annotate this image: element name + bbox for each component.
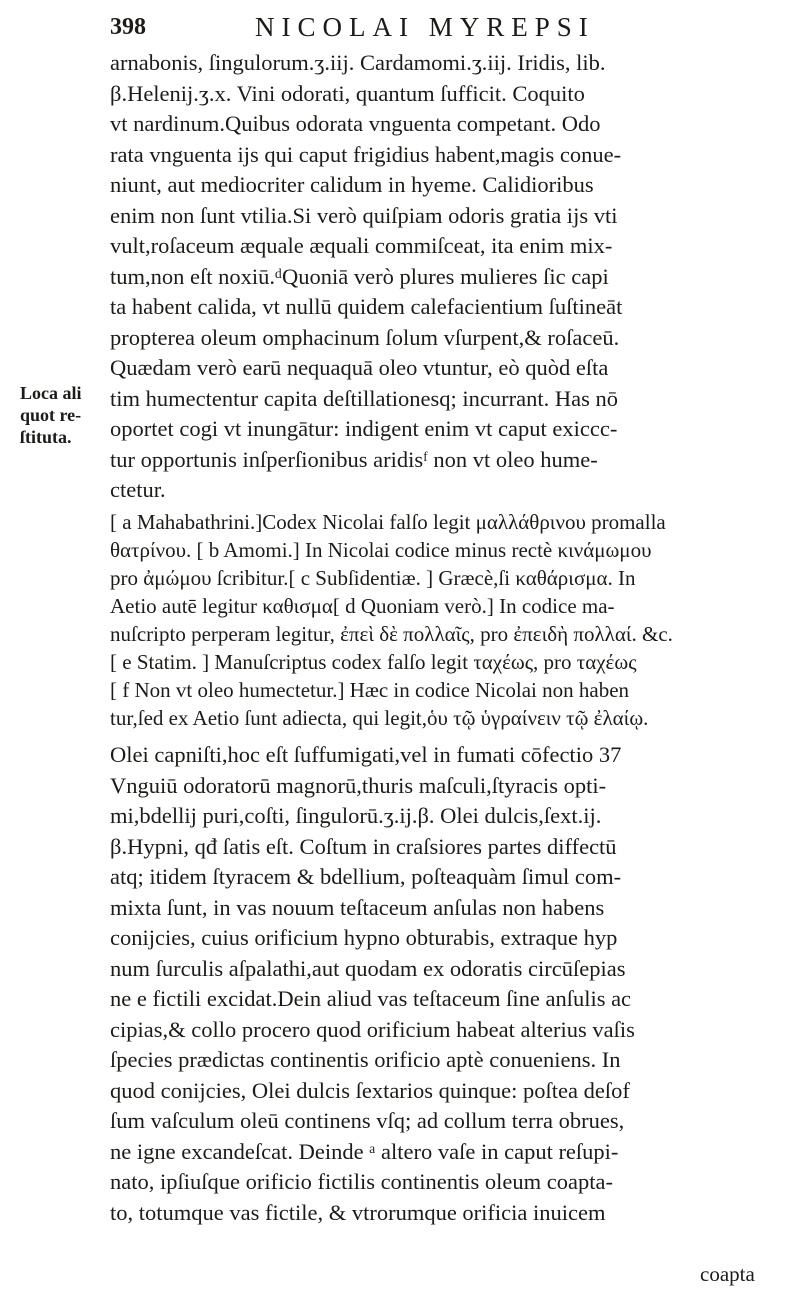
note-line: tur,ſed ex Aetio ſunt adiecta, qui legit,ὁυ τῷ ὑγραίνειν τῷ ἐλαίῳ. (110, 706, 649, 730)
text-line: β.Hypni, qđ ſatis eſt. Coſtum in craſsiores partes diffectū (110, 833, 617, 859)
text-line: quod conijcies, Olei dulcis ſextarios quinque: poſtea deſof (110, 1077, 630, 1103)
page-header (110, 8, 780, 46)
text-line: niunt, aut mediocriter calidum in hyeme. Calidioribus (110, 172, 594, 197)
text-line: to, totumque vas fictile, & vtrorumque orificia inuicem (110, 1199, 606, 1225)
text-line: conijcies, cuius orificium hypno obturabis, extraque hyp (110, 925, 618, 950)
text-line: vt nardinum.Quibus odorata vnguenta competant. Odo (110, 111, 601, 136)
note-line: [ f Non vt oleo humectetur.] Hæc in codice Nicolai non haben (110, 678, 630, 702)
text-line: atq; itidem ſtyracem & bdellium, poſteaquàm ſimul com- (110, 864, 622, 889)
text-line: ſpecies prædictas continentis orificio aptè conueniens. In (110, 1047, 621, 1072)
text-line: mixta ſunt, in vas nouum teſtaceum anſulas non habens (110, 894, 605, 920)
text-line: cipias,& collo procero quod orificium habeat alterius vaſis (110, 1016, 635, 1042)
text-line: nato, ipſiuſque orificio fictilis continentis oleum coapta- (110, 1169, 613, 1194)
margin-note (20, 382, 108, 448)
textual-notes-block (110, 508, 790, 732)
note-line: [ a Mahabathrini.]Codex Nicolai falſo legit μαλλάθρινου promalla (110, 510, 666, 534)
page-number: 398 (110, 14, 146, 40)
note-line: θατρίνου. [ b Amomi.] In Nicolai codice minus rectè κινάμωμου (110, 538, 652, 562)
text-line: rata vnguenta ijs qui caput frigidius habent,magis conue- (110, 141, 622, 167)
text-line: tur opportunis inſperſionibus aridisᶠ non vt oleo hume- (110, 446, 598, 472)
note-line: pro ἀμώμου ſcribitur.[ c Subſidentiæ. ] Græcè,ſi καθάρισμα. In (110, 566, 636, 590)
text-line: ctetur. (110, 477, 166, 502)
text-line: Vnguiū odoratorū magnorū,thuris maſculi,ſtyracis opti- (110, 772, 607, 798)
text-line: ne igne excandeſcat. Deinde ᵃ altero vaſe in caput reſupi- (110, 1138, 619, 1164)
margin-note-line: Loca ali (20, 383, 82, 403)
text-line: β.Helenij.ʒ.x. Vini odorati, quantum ſufficit. Coquito (110, 80, 585, 106)
text-line: oportet cogi vt inungātur: indigent enim vt caput exiccc- (110, 416, 618, 441)
note-line: Aetio autē legitur καθισμα[ d Quoniam verò.] In codice ma- (110, 594, 615, 618)
recipe-text-block (110, 740, 790, 1228)
margin-note-line: ſtituta. (20, 427, 72, 447)
text-line: Olei capniſti,hoc eſt ſuffumigati,vel in fumati cōfectio 37 (110, 742, 622, 767)
text-line: num ſurculis aſpalathi,aut quodam ex odoratis circūſepias (110, 955, 626, 981)
catchword: coapta (700, 1262, 755, 1286)
text-line: ne e fictili excidat.Dein aliud vas teſtaceum ſine anſulis ac (110, 986, 632, 1011)
text-line: Quædam verò earū nequaquā oleo vtuntur, eò quòd eſta (110, 355, 609, 380)
text-line: propterea oleum omphacinum ſolum vſurpent,& roſaceū. (110, 324, 620, 350)
text-line: enim non ſunt vtilia.Si verò quiſpiam odoris gratia ijs vti (110, 202, 618, 228)
text-line: vult,roſaceum æquale æquali commiſceat, ita enim mix- (110, 233, 613, 258)
text-line: tum,non eſt noxiū.ᵈQuoniā verò plures mulieres ſic capi (110, 263, 609, 289)
text-line: tim humectentur capita deſtillationesq; incurrant. Has nō (110, 385, 618, 411)
text-line: ta habent calida, vt nullū quidem calefacientium ſuſtineāt (110, 294, 623, 319)
margin-note-line: quot re- (20, 405, 82, 425)
text-line: ſum vaſculum oleū continens vſq; ad collum terra obrues, (110, 1108, 625, 1133)
text-line: arnabonis, ſingulorum.ʒ.iij. Cardamomi.ʒ.iij. Iridis, lib. (110, 50, 606, 75)
note-line: [ e Statim. ] Manuſcriptus codex falſo legit ταχέως, pro ταχέως (110, 650, 637, 674)
text-line: mi,bdellij puri,coſti, ſingulorū.ʒ.ij.β. Olei dulcis,ſext.ij. (110, 803, 602, 828)
main-text-block (110, 48, 790, 506)
note-line: nuſcripto perperam legitur, ἐπεὶ δὲ πολλαῖς, pro ἐπειδὴ πολλαί. &c. (110, 622, 673, 646)
running-title: NICOLAI MYREPSI (255, 12, 595, 42)
